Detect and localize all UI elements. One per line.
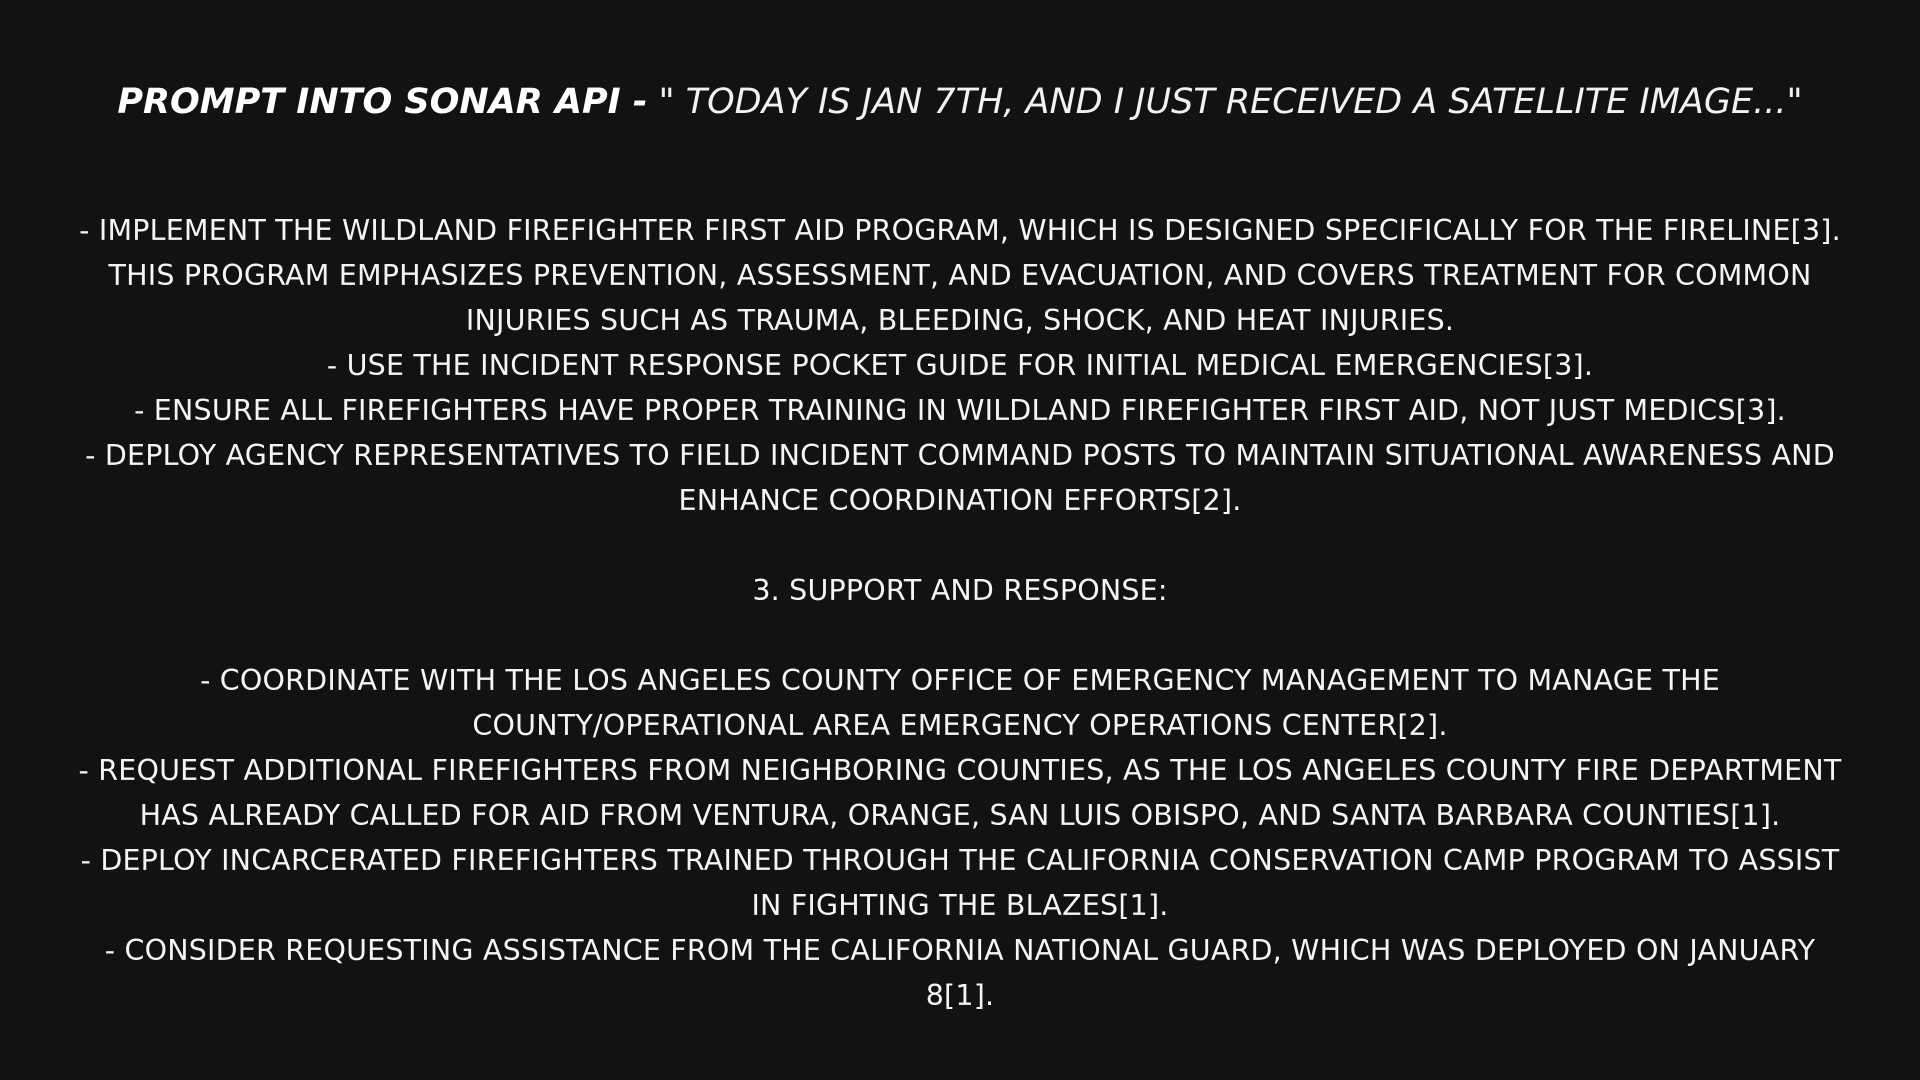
text-line: IN FIGHTING THE BLAZES[1]. [751,889,1169,922]
text-line: - CONSIDER REQUESTING ASSISTANCE FROM THE CALIFORNIA NATIONAL GUARD, WHICH WAS DEPLOYED ON JANUARY [104,934,1816,967]
text-line: HAS ALREADY CALLED FOR AID FROM VENTURA, ORANGE, SAN LUIS OBISPO, AND SANTA BARBARA COUNTIES[1]. [139,799,1781,832]
text-line: - DEPLOY AGENCY REPRESENTATIVES TO FIELD INCIDENT COMMAND POSTS TO MAINTAIN SITUATIONAL AWARENESS AND [85,439,1835,472]
prompt-heading [0,78,1920,126]
text-line: 8[1]. [925,979,995,1012]
prompt-heading-quote: " TODAY IS JAN 7TH, AND I JUST RECEIVED A SATELLITE IMAGE..." [658,82,1803,122]
text-line: - IMPLEMENT THE WILDLAND FIREFIGHTER FIRST AID PROGRAM, WHICH IS DESIGNED SPECIFICALLY FOR THE FIRELINE[3]. [79,214,1841,247]
section-heading [20,568,1900,613]
text-line: - ENSURE ALL FIREFIGHTERS HAVE PROPER TRAINING IN WILDLAND FIREFIGHTER FIRST AID, NOT JUST MEDICS[3]. [134,394,1786,427]
text-line: - DEPLOY INCARCERATED FIREFIGHTERS TRAINED THROUGH THE CALIFORNIA CONSERVATION CAMP PROGRAM TO ASSIST [80,844,1840,877]
text-line: THIS PROGRAM EMPHASIZES PREVENTION, ASSESSMENT, AND EVACUATION, AND COVERS TREATMENT FOR COMMON [108,259,1812,292]
section-heading-text: 3. SUPPORT AND RESPONSE: [752,574,1168,607]
first-aid-block [20,208,1900,523]
text-line: ENHANCE COORDINATION EFFORTS[2]. [678,484,1242,517]
text-line: INJURIES SUCH AS TRAUMA, BLEEDING, SHOCK, AND HEAT INJURIES. [465,304,1455,337]
support-response-block [20,658,1900,1018]
text-line: - REQUEST ADDITIONAL FIREFIGHTERS FROM NEIGHBORING COUNTIES, AS THE LOS ANGELES COUNTY FIRE DEPARTMENT [78,754,1842,787]
prompt-heading-label: PROMPT INTO SONAR API - [117,82,648,122]
text-line: - COORDINATE WITH THE LOS ANGELES COUNTY OFFICE OF EMERGENCY MANAGEMENT TO MANAGE THE [200,664,1720,697]
text-line: - USE THE INCIDENT RESPONSE POCKET GUIDE FOR INITIAL MEDICAL EMERGENCIES[3]. [326,349,1594,382]
text-line: COUNTY/OPERATIONAL AREA EMERGENCY OPERATIONS CENTER[2]. [472,709,1448,742]
